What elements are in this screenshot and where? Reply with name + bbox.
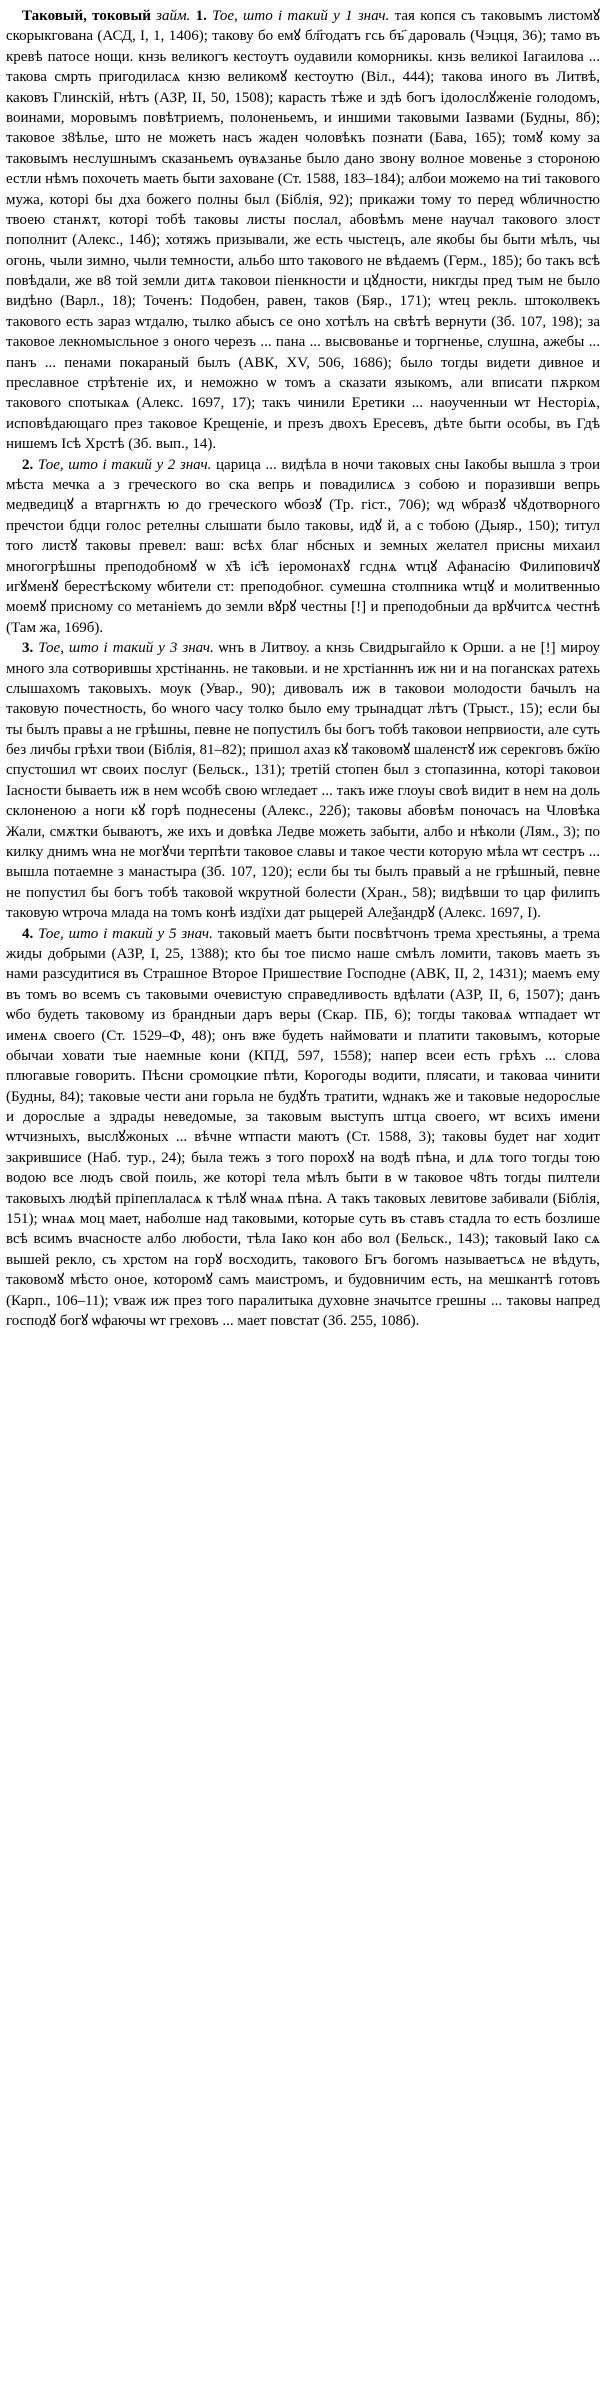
sense-gloss: Тое, што і такий у 1 знач. (212, 8, 390, 24)
part-of-speech: займ. (156, 8, 191, 24)
sense-citations: таковый маетъ быти посвѣтчонъ трема хрестьяны, а трема жиды добрыми (АЗР, I, 25, 1388); кто бы тое писмо наше смѣлъ ломити, таковъ маеть зъ нами разсудитися въ Страшное Второе Пришествие Господне (АВК, II, 2, 1431); маемъ ему въ томъ во всемъ съ таковыми очевистую справедливость вдѣлати (АЗР, II, 6, 1507); данъ ѡбо будеть таковому из брандныи даръ веры (Скар. ПБ, 6); тогды таковаѧ ѡтпадает ѡт именѧ своего (Ст. 1529–Ф, 48); онъ вже будеть наймовати и платити таковымъ, которые обычаи ховати тые наемные кони (КПД, 597, 1558); напер всеи есть грѣхъ ... слова плюгавые говорить. Пѣсни сромоцкие пѣти, Корогоды водити, плясати, и таковаа чинити (Будны, 84); таковые чести ани горьла не будꙋть тратити, ѡднакъ же и таковые недорослые и дорослые а здрады неведомые, за таковым выступъ штцa своего, ѡт всихъ имени ѡтчизныхъ, выслꙋжоных ... вѣчне ѡтпасти маютъ (Ст. 1588, 3); таковы будет наг ходит закрившисе (Наб. тур., 24); была тежъ з того порохꙋ на водѣ пѣна, и длѧ того тогды тою водою все людъ свой поиль, же которі тела мѣлъ быти в ѡ таковое ч8ть тогды пилтели таковыхъ людѣй пріпеплаласѧ к тѣлꙋ ѡнаѧ пѣна. А такъ таковых левитове забивали (Біблія, 151); ѡнаѧ моц мает, наболше над таковыми, которые суть въ ставъ стадла то есть бозлише всѣ всимъ вчасносте албо любости, тѣла Iако кон або вол (Бельск., 143); таковый Iако сѧ вышей рекло, съ хрстом на горꙋ восходить, такового Бгъ богомъ называетъсѧ не вѣдуть, таковомꙋ мѣсто оное, которомꙋ самъ маистромъ, и будовничим есть, на мешкантѣ готовъ (Карп., 106–11); ѵваж иж през того паралитыка духовне значытсе грешны ... таковы напред господꙋ богꙋ ѡфаючы ѡт греховъ ... мает повстат (Зб. 255, 108б). (6, 925, 601, 1329)
sense-citations: тая копся съ таковымъ листомꙋ скорыкгована (АСД, I, 1, 1406); такову бо емꙋ бл҃годатъ гсь бъ҃ дароваль (Чэцця, 36); тамо въ кревѣ патосе нощи. кнзь великогъ кестоутъ оудавили коморникы. кнзь великоі Iагаилова ... такова смрть пригодилаcѧ кнзю великомꙋ кестоутю (Віл., 444); такова иного въ Литвѣ, каковъ Глинскій, нѣтъ (АЗР, II, 50, 1508); карасть тѣже и здѣ богъ ідолослꙋженіе голодомъ, воинами, моровымъ повѣтриемъ, полоненьемъ, и иншими таковыми Iазвами (Будны, 8б); таковое з8ѣлье, што не можеть насъ жаден чоловѣкъ познати (Бава, 165); томꙋ кому за таковымъ неслушнымъ сказаньемъ ѹвѧзанье было дано звону волное мовенье з стороною естли нѣмъ похочеть маеть быти заховане (Ст. 1588, 183–184); албои можемо на тиі такового мужа, которі бы дха божего полны был (Біблія, 92); прикажи тому то перед ѡбличностю твоею станѫт, которі тобѣ таковы листы послал, абовѣмъ мене научал такового злост пополнит (Алекс., 14б); хотяжъ призывали, же есть чыстецъ, але якобы бы быти мѣлъ, чы огонь, чыли зимно, чыли темности, альбо што такового не вѣдаемъ (Герм., 185); бо такъ всѣ повѣдали, же в8 той земли дитѧ таковои піенкности и цꙋдности, никгды пред тым не было видѣно (Варл., 18); Точенъ: Подобен, равен, таков (Бяр., 171); ѡтец рекль. штоколвекъ такового есть зараз ѡтдалю, тылко абысъ се оно хотѣлъ на свѣтѣ вернути (Зб. 107, 198); за таковое лекномысльное з оного черезъ ... пана ... высвованье и торгненье, слушна, ажебы ... панъ ... пенами покараный былъ (АВК, XV, 506, 1686); было тогды видети дивное и преславное стрѣтеніе их, и неможно ѡ томъ а сказати языкомъ, али вписати пѫрком такового спотыкаѧ (Алекс. 1697, 17); такъ чинили Еретики ... наоученныи ѡт Несторіѧ, исповѣдающаго през таковое Крещеніе, и презъ двоxъ Ересевъ, дѣте быти особы, въ Гдѣ нишемъ Ісѣ Хрстѣ (Зб. вып., 14). (6, 8, 601, 453)
sense-number: 3. (22, 640, 34, 657)
sense-gloss: Тое, што і такий у 3 знач. (38, 640, 214, 657)
entry-paragraph-3 (6, 638, 600, 923)
entry-paragraph-2 (6, 455, 600, 639)
sense-citations: ѡнъ в Литвоу. а кнзь Свидрыгайло к Орши. а не [!] мироу много зла сотворившы хрстінаннь. не таковыи. и не хрстіанннъ иж ни и на погансках ратехь слышахомъ таковыхъ. моук (Увар., 90); дивовалъ иж в таковои молодости бачылъ на таковую почестность, бо ѡного часу толко было ему трынадцат лѣтъ (Трыст., 15); если бы ты былъ правы а не грѣшны, певне не попустилъ бы богъ тобѣ таковои непрвиости, але суть без личбы грѣхи твои (Біблія, 81–82); пришол ахаз кꙋ таковомꙋ шаленстꙋ иж серекговъ бжїю спустошил ѡт своих послуг (Бельск., 131); третій стопен был з стопазинна, которі таковои Iасности бываеть иж в нем ѡсобѣ свою ѡгледает ... такъ иже глоуы своѣ видит в нем на доль склоненою а ноги кꙋ горѣ поднесены (Алекс., 22б); таковы абовѣм поночасъ на Чловѣка Жали, смѫтки бываютъ, же ихъ и довѣка Ледве можеть забыти, албо и нѣколи (Лям., 3); по килку днимъ ѡна не могꙋчи терпѣти таковое славы и такое чести которую мѣла ѡт сестръ ... вышла потаемне з манастыра (Зб. 107, 120); если бы ты былъ правый а не грѣшный, певне не попустил бы богъ тобѣ таковой ѡкрутной болести (Хран., 58); видѣвши то цар филипъ таковую ѡтроча млада на томъ конѣ издїхи дат рыцерей Алеѯандрꙋ (Алекс. 1697, I). (6, 640, 601, 922)
sense-number: 4. (22, 925, 34, 942)
entry-paragraph-1 (6, 6, 600, 455)
sense-citations: царица ... видѣла в ночи таковых сны Iакобы вышла з трои мѣста мечка а з греческого во ска вепрь и повадилисѧ з собою и поразивши вепрь медведицꙋ а втаргнѫть ю до греческого ѡбозꙋ (Тр. гіст., 706); ѡд ѡбразꙋ чꙋдотворного пречстои бдци голос ретелны слышати было таковы, идꙋ й, а с тобою (Дыяр., 150); титул того листꙋ таковы превел: ваш: всѣх благ нбсных и земных желател присны михаил многогрѣшны преподобномꙋ ѡ х҃ѣ іс҃ѣ іеромонахꙋ гсднѧ ѡтцꙋ Афанасію Филиповичꙋ игꙋменꙋ берестѣскому ѡбители ст: преподобног. сумешна столпника ѡтцꙋ и молитвенныо моемꙋ присному со метаніемъ до земли вꙋрꙋ честны [!] и преподобныи да врꙋчитсѧ честнѣ (Там жа, 169б). (6, 456, 601, 636)
sense-gloss: Тое, што і такий у 5 знач. (38, 925, 213, 942)
sense-number: 2. (22, 456, 34, 473)
headword: Таковый, токовый (22, 8, 151, 24)
sense-number: 1. (195, 8, 207, 24)
entry-paragraph-4 (6, 924, 600, 1332)
sense-gloss: Тое, што і такий у 2 знач. (37, 456, 212, 473)
